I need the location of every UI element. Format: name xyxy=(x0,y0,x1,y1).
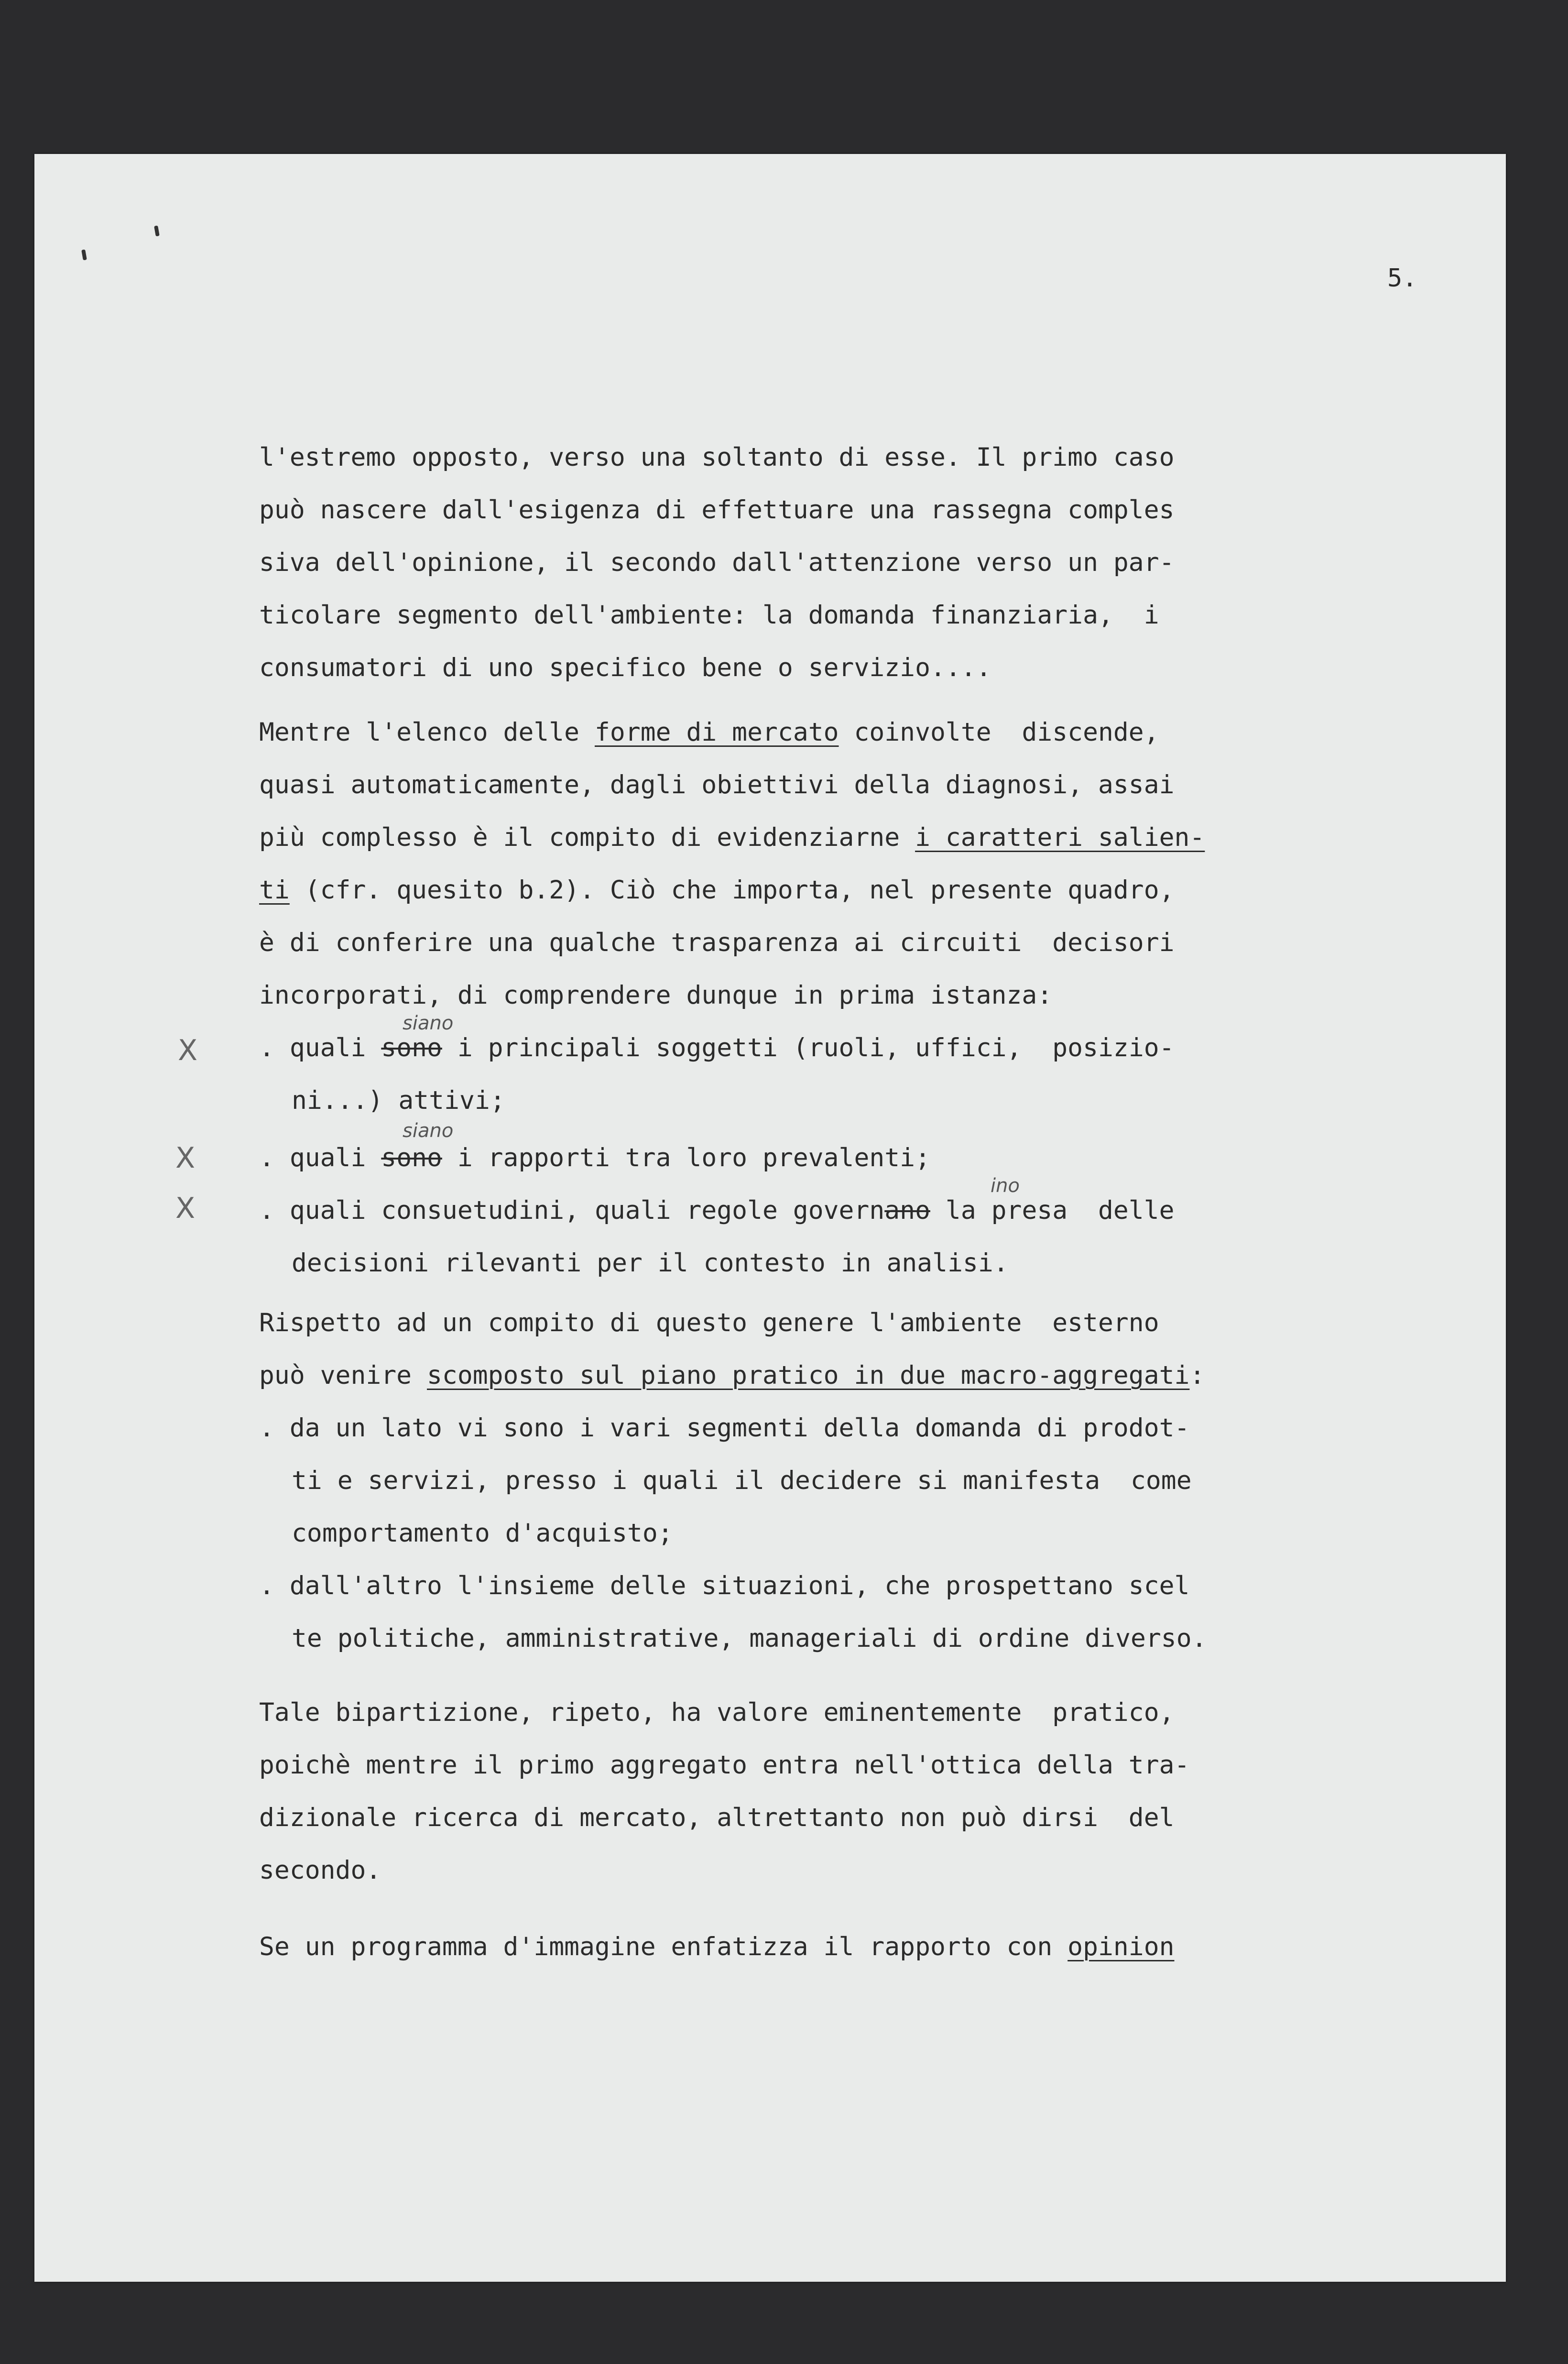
text-line: Se un programma d'immagine enfatizza il rapporto con opinion xyxy=(259,1932,1175,1961)
margin-mark: X xyxy=(175,1192,196,1225)
underlined-text: scomposto sul piano pratico in due macro-aggregati xyxy=(427,1361,1190,1390)
list-item-continuation: decisioni rilevanti per il contesto in analisi. xyxy=(292,1248,1009,1278)
text-line: quasi automaticamente, dagli obiettivi della diagnosi, assai xyxy=(259,770,1175,799)
list-item-continuation: te politiche, amministrative, manageriali di ordine diverso. xyxy=(292,1624,1207,1653)
text-line: ti (cfr. quesito b.2). Ciò che importa, nel presente quadro, xyxy=(259,876,1175,905)
list-item: . da un lato vi sono i vari segmenti della domanda di prodot- xyxy=(259,1413,1190,1443)
list-item-continuation: comportamento d'acquisto; xyxy=(292,1519,673,1548)
text-line: è di conferire una qualche trasparenza ai circuiti decisori xyxy=(259,928,1175,957)
text-line: incorporati, di comprendere dunque in prima istanza: xyxy=(259,981,1053,1010)
text-line: Mentre l'elenco delle forme di mercato coinvolte discende, xyxy=(259,718,1159,747)
text-line: siva dell'opinione, il secondo dall'attenzione verso un par- xyxy=(259,548,1175,577)
text-line: può nascere dall'esigenza di effettuare una rassegna comples xyxy=(259,495,1175,525)
struck-text: sono xyxy=(381,1143,442,1172)
handwritten-correction: ino xyxy=(991,1175,1020,1197)
text-line: consumatori di uno specifico bene o servizio.... xyxy=(259,653,991,682)
text-line: ticolare segmento dell'ambiente: la domanda finanziaria, i xyxy=(259,601,1159,630)
underlined-text: i caratteri salien- xyxy=(915,823,1205,852)
text-line: più complesso è il compito di evidenziarne i caratteri salien- xyxy=(259,823,1205,852)
list-item: . quali consuetudini, quali regole governano la presa delle xyxy=(259,1196,1175,1225)
struck-text: ano xyxy=(884,1196,930,1225)
underlined-text: forme di mercato xyxy=(595,718,839,747)
text-line: Rispetto ad un compito di questo genere l'ambiente esterno xyxy=(259,1308,1159,1337)
page-number: 5. xyxy=(1387,264,1417,293)
staple-mark xyxy=(154,225,160,236)
document-page xyxy=(34,154,1506,2282)
margin-mark: X xyxy=(178,1034,198,1067)
list-item: . quali sono i principali soggetti (ruoli, uffici, posizio- xyxy=(259,1033,1175,1062)
paragraph-5 xyxy=(259,1921,1406,2079)
text-line: secondo. xyxy=(259,1856,381,1885)
text-line: l'estremo opposto, verso una soltanto di esse. Il primo caso xyxy=(259,443,1175,472)
handwritten-correction: siano xyxy=(403,1012,454,1034)
list-item-continuation: ni...) attivi; xyxy=(292,1086,505,1115)
list-item: . quali sono i rapporti tra loro prevalenti; xyxy=(259,1143,930,1172)
staple-mark xyxy=(81,249,87,260)
text-line: dizionale ricerca di mercato, altrettanto non può dirsi del xyxy=(259,1803,1175,1832)
text-line: Tale bipartizione, ripeto, ha valore eminentemente pratico, xyxy=(259,1698,1175,1727)
text-line: può venire scomposto sul piano pratico in due macro-aggregati: xyxy=(259,1361,1205,1390)
margin-mark: X xyxy=(175,1141,196,1175)
struck-text: sono xyxy=(381,1033,442,1062)
handwritten-correction: siano xyxy=(403,1120,454,1142)
underlined-text: ti xyxy=(259,876,290,905)
text-line: poichè mentre il primo aggregato entra nell'ottica della tra- xyxy=(259,1751,1190,1780)
list-item: . dall'altro l'insieme delle situazioni, che prospettano scel xyxy=(259,1571,1190,1600)
underlined-text: opinion xyxy=(1067,1932,1175,1961)
list-item-continuation: ti e servizi, presso i quali il decidere si manifesta come xyxy=(292,1466,1192,1495)
